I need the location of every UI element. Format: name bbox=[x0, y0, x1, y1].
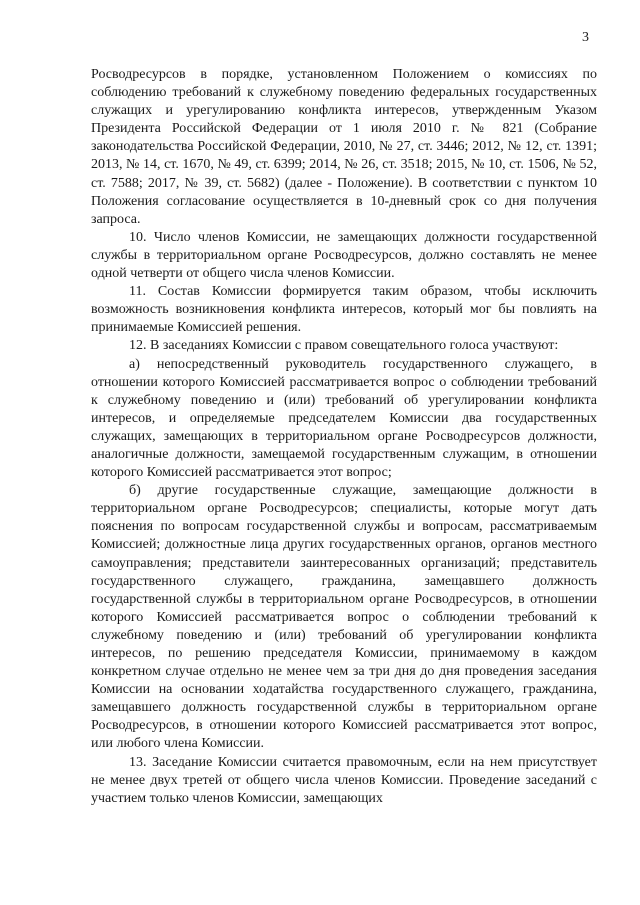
document-body bbox=[91, 66, 597, 808]
paragraph-item-12: 12. В заседаниях Комиссии с правом совещательного голоса участвуют: bbox=[129, 338, 559, 354]
paragraph-continuation: Росводресурсов в порядке, установленном Положением о комиссиях по соблюдению требований к служебному поведению федеральных государственных служащих и урегулированию конфликта интересов, утвержденным Указом Президента Российской Федерации от 1 июля 2010 г. № 821 (Собрание законодательства Российской Федерации, 2010, № 27, ст. 3446; 2012, № 12, ст. 1391; 2013, № 14, ст. 1670, № 49, ст. 6399; 2014, № 26, ст. 3518; 2015, № 10, ст. 1506, № 52, ст. 7588; 2017, № 39, ст. 5682) (далее - Положение). В соответствии с пунктом 10 Положения согласование осуществляется в 10-дневный срок со дня получения запроса. bbox=[91, 67, 597, 227]
paragraph-item-12a: а) непосредственный руководитель государственного служащего, в отношении которого Комиссией рассматривается вопрос о соблюдении требований к служебному поведению и (или) требований об урегулировании конфликта интересов, и определяемые председателем Комиссии два государственных служащих, замещающих в территориальном органе Росводресурсов должности, аналогичные должности, замещаемой государственным служащим, в отношении которого Комиссией рассматривается этот вопрос; bbox=[91, 356, 597, 481]
paragraph-item-12b: б) другие государственные служащие, замещающие должности в территориальном органе Росводресурсов; специалисты, которые могут дать пояснения по вопросам государственной службы и вопросам, рассматриваемым Комиссией; должностные лица других государственных органов, органов местного самоуправления; представители заинтересованных организаций; представитель государственного служащего, гражданина, замещавшего должность государственной службы в территориальном органе Росводресурсов, в отношении которого Комиссией рассматривается вопрос о соблюдении требований к служебному поведению и (или) требований об урегулировании конфликта интересов, по решению председателя Комиссии, принимаемому в каждом конкретном случае отдельно не менее чем за три дня до дня проведения заседания Комиссии на основании ходатайства государственного служащего, гражданина, замещавшего должность государственной службы в территориальном органе Росводресурсов, в отношении которого Комиссией рассматривается этот вопрос, или любого члена Комиссии. bbox=[91, 483, 597, 752]
page-number: 3 bbox=[582, 30, 589, 45]
paragraph-item-10: 10. Число членов Комиссии, не замещающих должности государственной службы в территориальном органе Росводресурсов, должно составлять не менее одной четверти от общего числа членов Комиссии. bbox=[91, 229, 597, 282]
paragraph-item-11: 11. Состав Комиссии формируется таким образом, чтобы исключить возможность возникновения конфликта интересов, который мог бы повлиять на принимаемые Комиссией решения. bbox=[91, 284, 597, 336]
paragraph-item-13: 13. Заседание Комиссии считается правомочным, если на нем присутствует не менее двух третей от общего числа членов Комиссии. Проведение заседаний с участием только членов Комиссии, замещающих bbox=[91, 754, 597, 806]
